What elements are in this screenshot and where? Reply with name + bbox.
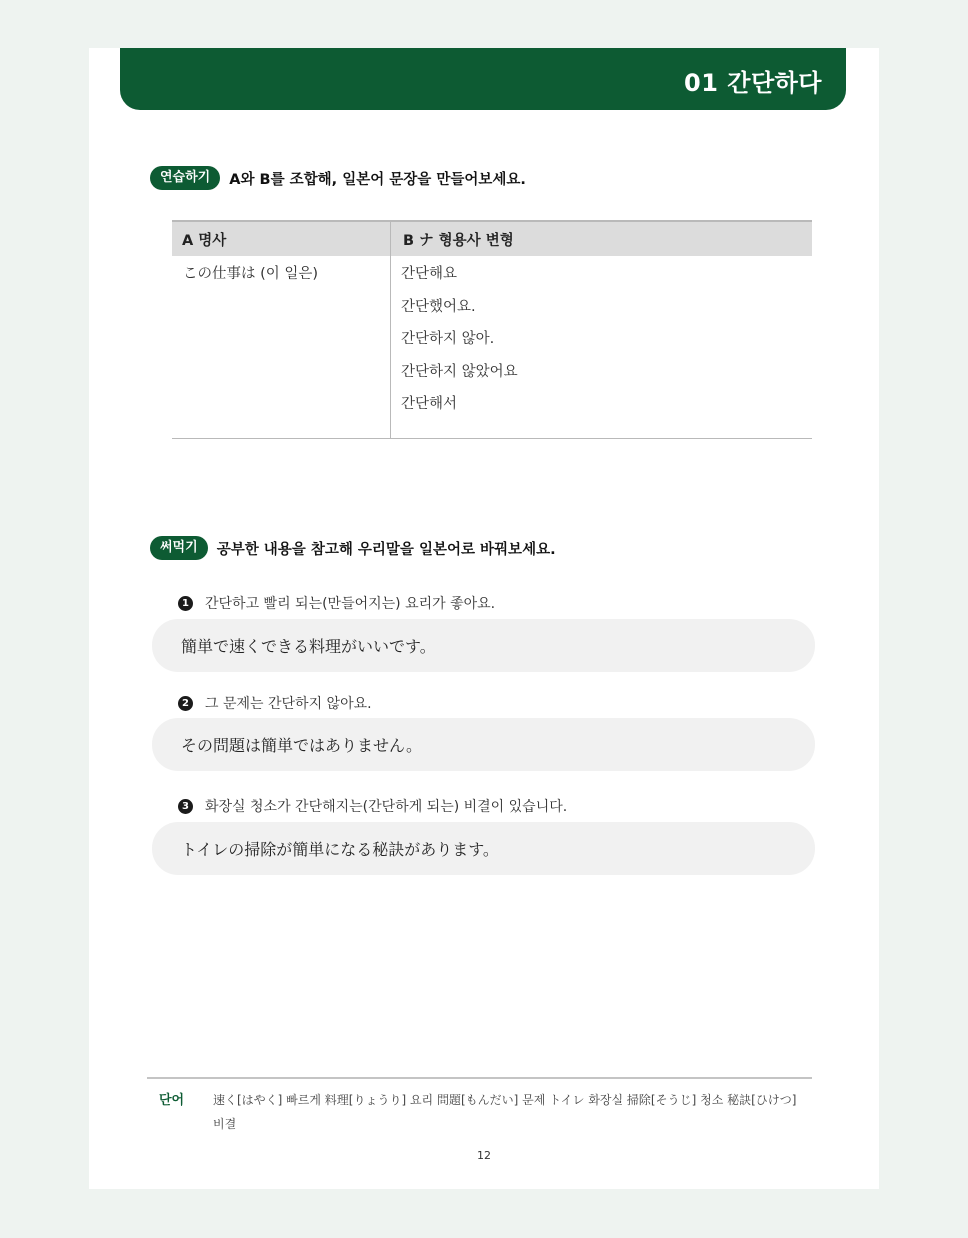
writing-section-header — [150, 536, 556, 560]
practice-instruction: A와 B를 조합해, 일본어 문장을 만들어보세요. — [229, 171, 526, 188]
page — [89, 48, 879, 1189]
question-prompt-3 — [178, 796, 567, 816]
answer-box-2: その問題は簡単ではありません。 — [152, 718, 815, 771]
b-item: 간단해요 — [401, 266, 458, 282]
table-header-b: B ナ 형용사 변형 — [390, 222, 812, 256]
page-number: 12 — [477, 1149, 491, 1162]
table-cell-b — [390, 256, 812, 439]
question-prompt-1 — [178, 593, 495, 613]
b-item: 간단해서 — [401, 396, 458, 412]
chapter-title: 01 간단하다 — [684, 69, 822, 97]
b-item: 간단했어요. — [401, 298, 476, 315]
table-cell-a: この仕事は (이 일은) — [183, 266, 319, 282]
practice-table — [172, 220, 812, 439]
writing-instruction: 공부한 내용을 참고해 우리말을 일본어로 바꿔보세요. — [216, 541, 556, 558]
number-badge-icon: 1 — [178, 596, 193, 611]
practice-badge: 연습하기 — [150, 166, 220, 190]
question-text: 화장실 청소가 간단해지는(간단하게 되는) 비결이 있습니다. — [205, 799, 568, 815]
answer-box-3: トイレの掃除が簡単になる秘訣があります。 — [152, 822, 815, 875]
practice-section-header — [150, 166, 526, 190]
b-item: 간단하지 않아. — [401, 331, 495, 347]
number-badge-icon: 2 — [178, 696, 193, 711]
vocab-label: 단어 — [159, 1093, 185, 1108]
answer-box-1: 簡単で速くできる料理がいいです。 — [152, 619, 815, 672]
table-body — [172, 256, 812, 439]
table-header-a: A 명사 — [182, 232, 227, 249]
writing-badge: 써먹기 — [150, 536, 208, 560]
chapter-header — [120, 48, 846, 110]
vocab-text: 速く[はやく] 빠르게 料理[りょうり] 요리 問題[もんだい] 문제 トイレ 화장실 掃除[そうじ] 청소 秘訣[ひけつ] 비결 — [213, 1093, 797, 1131]
vocab-divider — [147, 1077, 812, 1079]
question-prompt-2 — [178, 693, 372, 713]
b-item: 간단하지 않았어요 — [401, 363, 518, 380]
question-text: 그 문제는 간단하지 않아요. — [205, 696, 372, 712]
question-text: 간단하고 빨리 되는(만들어지는) 요리가 좋아요. — [205, 596, 496, 612]
number-badge-icon: 3 — [178, 799, 193, 814]
table-header — [172, 222, 812, 256]
